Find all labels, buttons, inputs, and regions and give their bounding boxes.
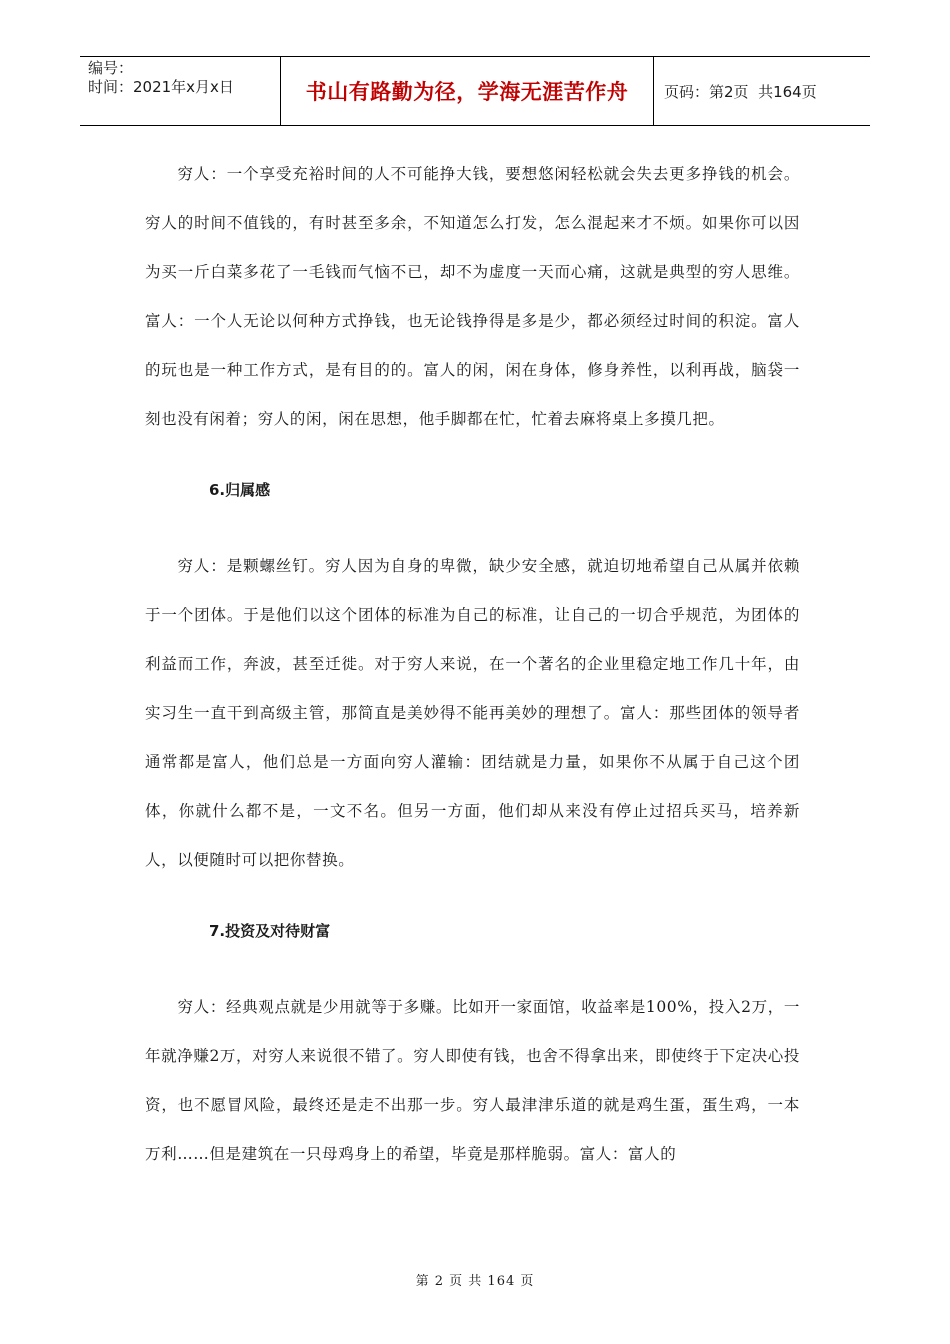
paragraph-2: 穷人：是颗螺丝钉。穷人因为自身的卑微，缺少安全感，就迫切地希望自己从属并依赖于一个团体。于是他们以这个团体的标准为自己的标准，让自己的一切合乎规范，为团体的利益而工作，奔波，甚至迁徙。对于穷人来说，在一个著名的企业里稳定地工作几十年，由实习生一直干到高级主管，那简直是美妙得不能再美妙的理想了。富人：那些团体的领导者通常都是富人，他们总是一方面向穷人灌输：团结就是力量，如果你不从属于自己这个团体，你就什么都不是，一文不名。但另一方面，他们却从来没有停止过招兵买马，培养新人，以便随时可以把你替换。 bbox=[145, 557, 800, 869]
header-motto: 书山有路勤为径，学海无涯苦作舟 bbox=[281, 57, 654, 125]
number-label: 编号： bbox=[88, 59, 134, 77]
document-body bbox=[145, 150, 800, 1179]
time-label: 时间：2021年x月x日 bbox=[88, 78, 234, 96]
header-page-info bbox=[654, 57, 870, 125]
paragraph-1: 穷人：一个享受充裕时间的人不可能挣大钱，要想悠闲轻松就会失去更多挣钱的机会。穷人的时间不值钱的，有时甚至多余，不知道怎么打发，怎么混起来才不烦。如果你可以因为买一斤白菜多花了一毛钱而气恼不已，却不为虚度一天而心痛，这就是典型的穷人思维。富人：一个人无论以何种方式挣钱，也无论钱挣得是多是少，都必须经过时间的积淀。富人的玩也是一种工作方式，是有目的的。富人的闲，闲在身体，修身养性，以利再战，脑袋一刻也没有闲着；穷人的闲，闲在思想，他手脚都在忙，忙着去麻将桌上多摸几把。 bbox=[145, 165, 800, 428]
section-heading-6: 6.归属感 bbox=[209, 481, 271, 499]
paragraph-3: 穷人：经典观点就是少用就等于多赚。比如开一家面馆，收益率是100%，投入2万，一年就净赚2万，对穷人来说很不错了。穷人即使有钱，也舍不得拿出来，即使终于下定决心投资，也不愿冒风险，最终还是走不出那一步。穷人最津津乐道的就是鸡生蛋，蛋生鸡，一本万利……但是建筑在一只母鸡身上的希望，毕竟是那样脆弱。富人：富人的 bbox=[145, 998, 800, 1163]
page-footer: 第 2 页 共 164 页 bbox=[415, 1274, 535, 1289]
page-info-text: 页码：第2页 共164页 bbox=[664, 82, 817, 101]
section-heading-7: 7.投资及对待财富 bbox=[209, 922, 331, 940]
document-header bbox=[80, 56, 870, 126]
header-meta bbox=[80, 57, 281, 125]
